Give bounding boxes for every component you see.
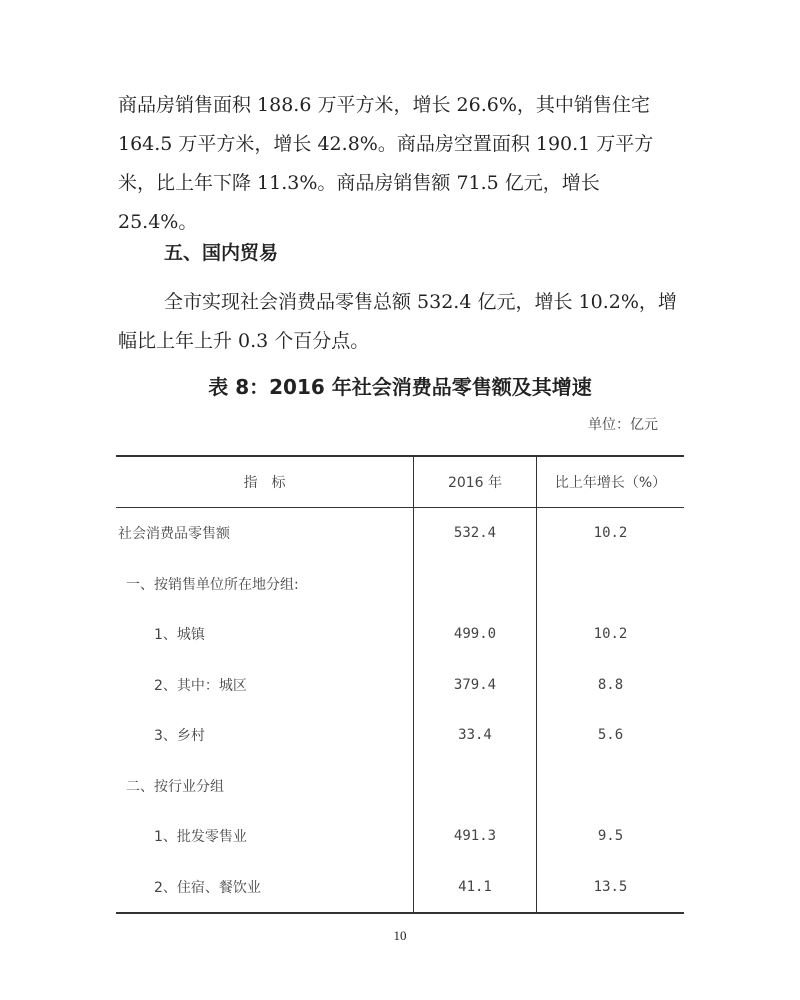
header-indicator: 指 标 bbox=[243, 475, 286, 491]
retail-sales-table bbox=[116, 455, 684, 914]
row-value bbox=[414, 559, 537, 610]
row-growth bbox=[537, 761, 685, 812]
row-value: 532.4 bbox=[414, 508, 537, 559]
table-row bbox=[116, 811, 684, 862]
row-label: 1、批发零售业 bbox=[154, 829, 247, 846]
row-growth: 13.5 bbox=[537, 862, 685, 914]
table-row bbox=[116, 508, 684, 559]
row-value: 41.1 bbox=[414, 862, 537, 914]
row-value: 379.4 bbox=[414, 660, 537, 711]
row-label: 社会消费品零售额 bbox=[118, 526, 230, 543]
row-label: 2、其中：城区 bbox=[154, 677, 247, 694]
paragraph-retail: 全市实现社会消费品零售总额 532.4 亿元，增长 10.2%，增幅比上年上升 0.3 个百分点。 bbox=[118, 291, 677, 352]
table-title: 表 8：2016 年社会消费品零售额及其增速 bbox=[208, 375, 592, 399]
table-row bbox=[116, 761, 684, 812]
row-growth: 10.2 bbox=[537, 609, 685, 660]
section-heading: 五、国内贸易 bbox=[164, 242, 279, 264]
table-unit: 单位：亿元 bbox=[588, 417, 658, 433]
page-number: 10 bbox=[393, 928, 407, 943]
row-value: 491.3 bbox=[414, 811, 537, 862]
row-growth bbox=[537, 559, 685, 610]
header-2016: 2016 年 bbox=[414, 456, 537, 508]
table-row bbox=[116, 710, 684, 761]
row-value: 33.4 bbox=[414, 710, 537, 761]
table-row bbox=[116, 609, 684, 660]
header-growth: 比上年增长（%） bbox=[537, 456, 685, 508]
row-label: 1、城镇 bbox=[154, 627, 205, 644]
row-growth: 9.5 bbox=[537, 811, 685, 862]
row-value: 499.0 bbox=[414, 609, 537, 660]
row-label: 一、按销售单位所在地分组: bbox=[126, 576, 299, 593]
row-label: 3、乡村 bbox=[154, 728, 205, 745]
table-header-row bbox=[116, 456, 684, 508]
row-value bbox=[414, 761, 537, 812]
table-row bbox=[116, 559, 684, 610]
paragraph-real-estate: 商品房销售面积 188.6 万平方米，增长 26.6%，其中销售住宅 164.5 万平方米，增长 42.8%。商品房空置面积 190.1 万平方米，比上年下降 11.3%。商品房销售额 71.5 亿元，增长 25.4%。 bbox=[118, 94, 654, 233]
row-growth: 10.2 bbox=[537, 508, 685, 559]
table-row bbox=[116, 660, 684, 711]
table-row bbox=[116, 862, 684, 914]
row-label: 二、按行业分组 bbox=[126, 778, 224, 795]
row-label: 2、住宿、餐饮业 bbox=[154, 879, 261, 896]
row-growth: 5.6 bbox=[537, 710, 685, 761]
row-growth: 8.8 bbox=[537, 660, 685, 711]
